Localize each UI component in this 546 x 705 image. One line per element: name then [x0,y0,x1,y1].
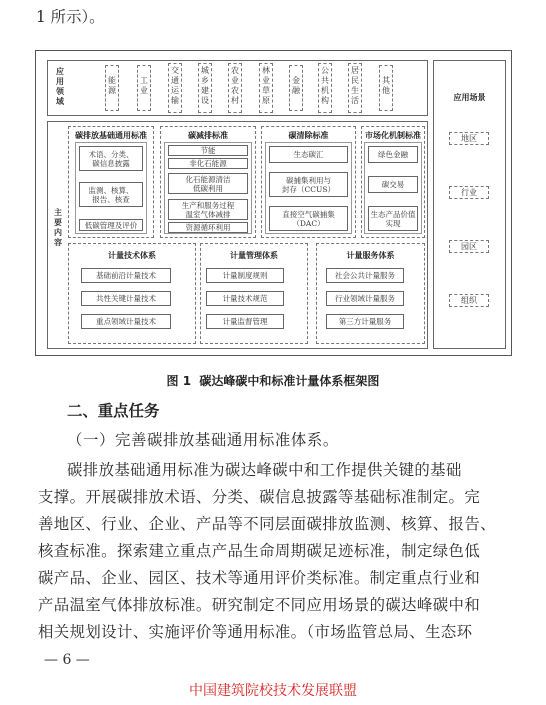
paragraph-line: 核查标准。探索建立重点产品生命周期碳足迹标准，制定绿色低 [38,542,481,560]
tech-item-key-field[interactable]: 重点领域计量技术 [81,314,171,329]
service-item-industry[interactable]: 行业领域计量服务 [326,291,404,306]
app-domain-label: 应 用 领 域 [56,66,64,106]
page-number: — 6 — [44,652,90,668]
reduce-item-process[interactable]: 生产和服务过程 温室气体减排 [168,199,248,220]
market-item-ecological-value[interactable]: 生态产品价值 实现 [368,206,418,231]
group-removal-title: 碳清除标准 [288,130,329,140]
group-reduction-title: 碳减排标准 [188,130,228,140]
remove-item-dac[interactable]: 直接空气碳捕集 （DAC） [269,206,348,231]
subsection-heading: （一）完善碳排放基础通用标准体系。 [67,431,339,449]
domain-residents-label: 居 民 生 活 [351,66,359,105]
basic-item-terminology[interactable]: 术语、分类、 碳信息披露 [79,146,143,171]
market-item-carbon-trading[interactable]: 碳交易 [368,176,418,193]
scene-park-label: 园区 [461,242,477,251]
paragraph-line: 碳排放基础通用标准为碳达峰碳中和工作提供关键的基础 [67,461,462,479]
group-measurement-service-title: 计量服务体系 [346,250,395,260]
service-item-public[interactable]: 社会公共计量服务 [326,268,404,283]
domain-finance-label: 金 融 [292,76,300,95]
domain-energy-label: 能 源 [108,76,116,95]
section-heading: 二、重点任务 [67,402,160,420]
figure-caption: 图 1 碳达峰碳中和标准计量体系框架图 [166,374,380,388]
paragraph-line: 相关规划设计、实施评价等通用标准。（市场监管总局、生态环 [38,623,473,641]
main-content-label: 主 要 内 容 [54,207,62,247]
domain-transport-label: 交 通 运 输 [171,66,179,105]
basic-item-monitoring[interactable]: 监测、核算、 报告、核查 [79,182,143,207]
group-measurement-tech-title: 计量技术体系 [108,250,156,260]
basic-item-management[interactable]: 低碳管理及评价 [79,219,143,231]
paragraph-line: 碳产品、企业、园区、技术等通用评价类标准。制定重点行业和 [38,569,481,587]
tech-item-common[interactable]: 共性关键计量技术 [81,291,171,306]
tech-item-frontier[interactable]: 基础前沿计量技术 [81,268,171,283]
paragraph-line: 善地区、行业、企业、产品等不同层面碳排放监测、核算、报告、 [38,515,496,533]
app-scene-title: 应用场景 [453,92,486,102]
scene-industry-label: 行业 [461,188,477,197]
domain-public-institution-label: 公 共 机 构 [321,66,329,105]
reduce-item-non-fossil[interactable]: 非化石能源 [168,158,248,169]
scene-organization-label: 组织 [461,296,477,305]
service-item-third-party[interactable]: 第三方计量服务 [326,314,404,329]
reduce-item-fossil-clean[interactable]: 化石能源清洁 低碳利用 [168,173,248,194]
remove-item-ccus[interactable]: 碳捕集利用与 封存（CCUS） [269,172,348,197]
domain-industry-label: 工 业 [140,76,148,95]
domain-agriculture-label: 农 业 农 村 [231,66,239,105]
group-market-title: 市场化机制标准 [365,130,421,140]
domain-other-label: 其 他 [382,76,390,95]
reduce-item-recycling[interactable]: 资源循环利用 [168,222,248,233]
domain-urban-rural-label: 城 乡 建 设 [201,66,209,105]
mgmt-item-specs[interactable]: 计量技术规范 [206,291,284,306]
top-text: 1 所示）。 [36,8,105,26]
remove-item-ecological-sink[interactable]: 生态碳汇 [269,146,348,163]
paragraph-line: 支撑。开展碳排放术语、分类、碳信息披露等基础标准制定。完 [38,488,481,506]
paragraph-line: 产品温室气体排放标准。研究制定不同应用场景的碳达峰碳中和 [38,596,481,614]
domain-forestry-label: 林 业 草 原 [262,66,270,105]
market-item-green-finance[interactable]: 绿色金融 [368,146,418,163]
mgmt-item-supervision[interactable]: 计量监督管理 [206,314,284,329]
group-basic-title: 碳排放基础通用标准 [75,130,147,140]
mgmt-item-rules[interactable]: 计量制度规则 [206,268,284,283]
watermark: 中国建筑院校技术发展联盟 [189,683,357,699]
reduce-item-energy-saving[interactable]: 节能 [168,145,248,156]
scene-region-label: 地区 [461,134,477,143]
group-measurement-mgmt-title: 计量管理体系 [230,250,278,260]
